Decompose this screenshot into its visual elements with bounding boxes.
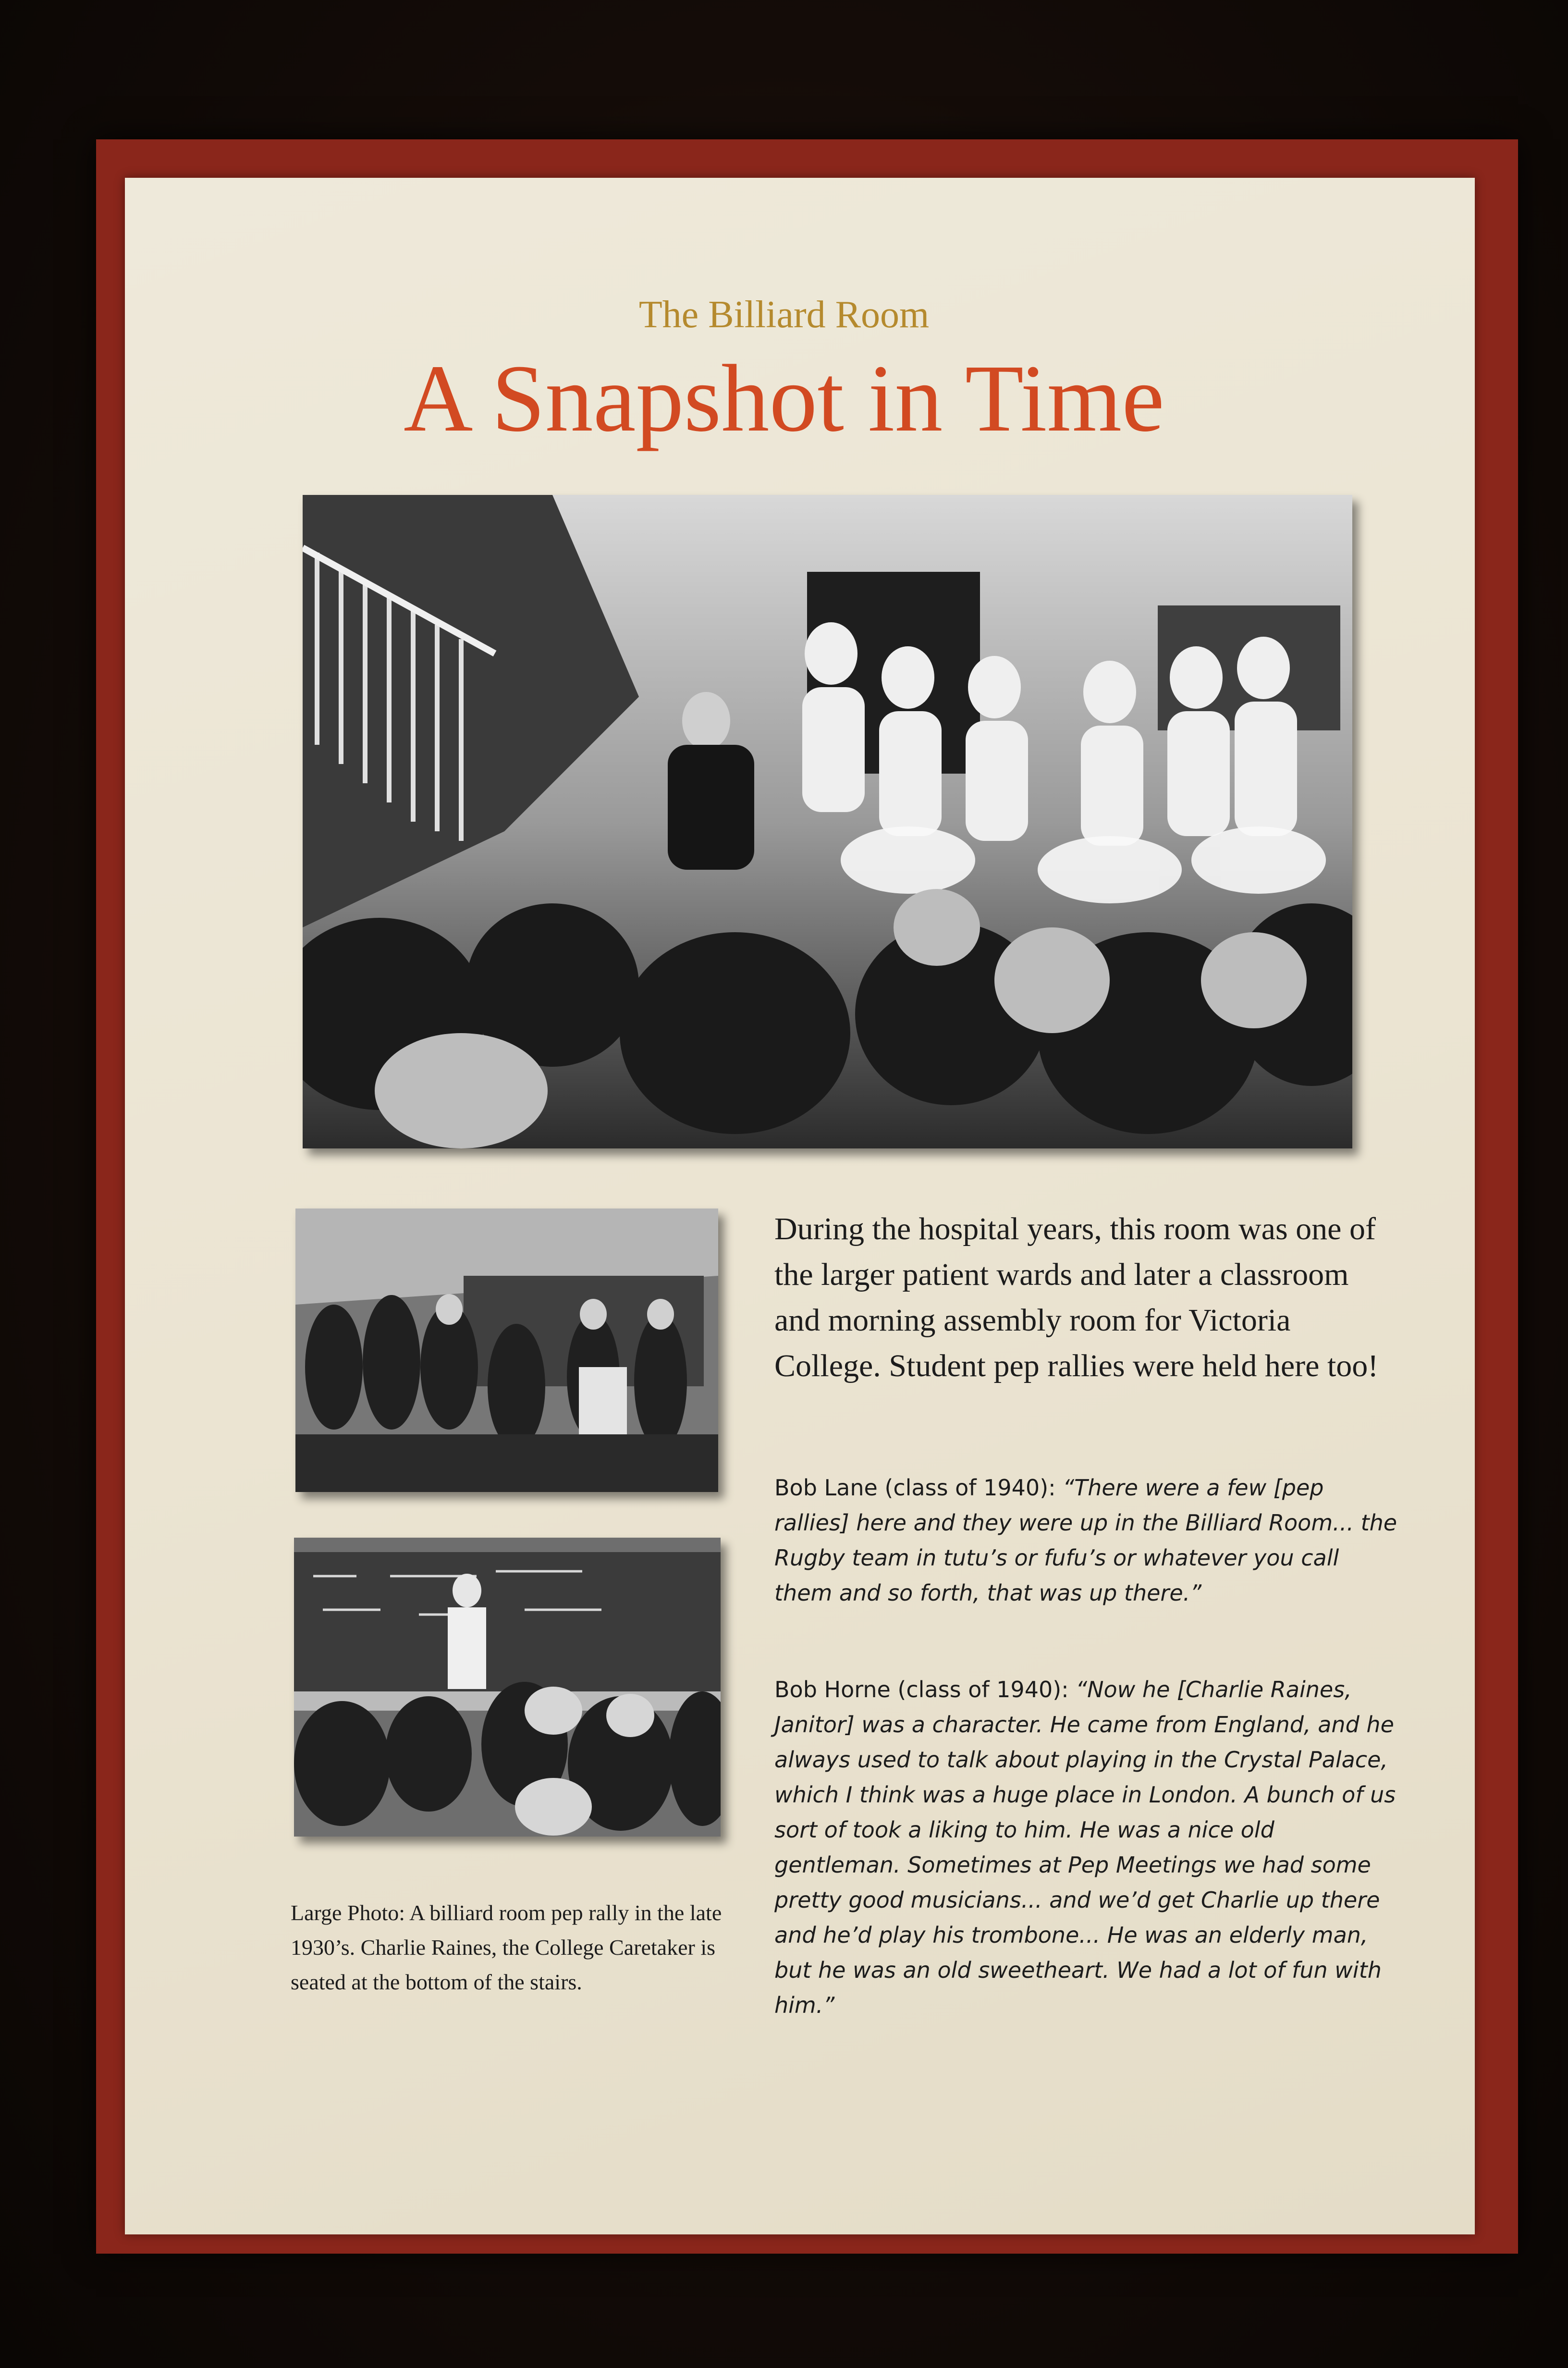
intro-paragraph: During the hospital years, this room was one of the larger patient wards and later a classroom and morning assembly room for Victoria College. Student pep rallies were held here too! — [774, 1211, 1379, 1383]
quote-text: “Now he [Charlie Raines, Janitor] was a character. He came from England, and he always used to talk about playing in the Crystal Palace, which I think was a huge place in London. A bunch of us sort of took a liking to him. He was a nice old gentleman. Sometimes at Pep Meetings we had some pretty good musicians... and we’d get Charlie up there and he’d play his trombone... He was an elderly man, but he was an old sweetheart. We had a lot of fun with him.” — [774, 1677, 1396, 2018]
small-photo-chalkboard — [294, 1538, 721, 1837]
photo-caption: Large Photo: A billiard room pep rally in the late 1930’s. Charlie Raines, the College Caretaker is seated at the bottom of the stairs. — [291, 1900, 722, 1994]
sign-title: A Snapshot in Time — [404, 345, 1164, 452]
main-photo-image — [303, 495, 1352, 1148]
sign-subtitle: The Billiard Room — [638, 294, 930, 336]
quote-speaker: Bob Lane (class of 1940): — [774, 1475, 1063, 1501]
quote-bob-lane — [774, 1470, 1399, 1611]
small-photo-chalkboard-image — [294, 1538, 721, 1837]
quote-bob-horne — [774, 1672, 1399, 2023]
quote-text: “There were a few [pep rallies] here and they were up in the Billiard Room... the Rugby team in tutu’s or fufu’s or whatever you call them and so forth, that was up there.” — [774, 1475, 1397, 1606]
quote-speaker: Bob Horne (class of 1940): — [774, 1677, 1076, 1702]
small-photo-students — [295, 1209, 718, 1492]
main-photo — [303, 495, 1352, 1148]
small-photo-students-image — [295, 1209, 718, 1492]
